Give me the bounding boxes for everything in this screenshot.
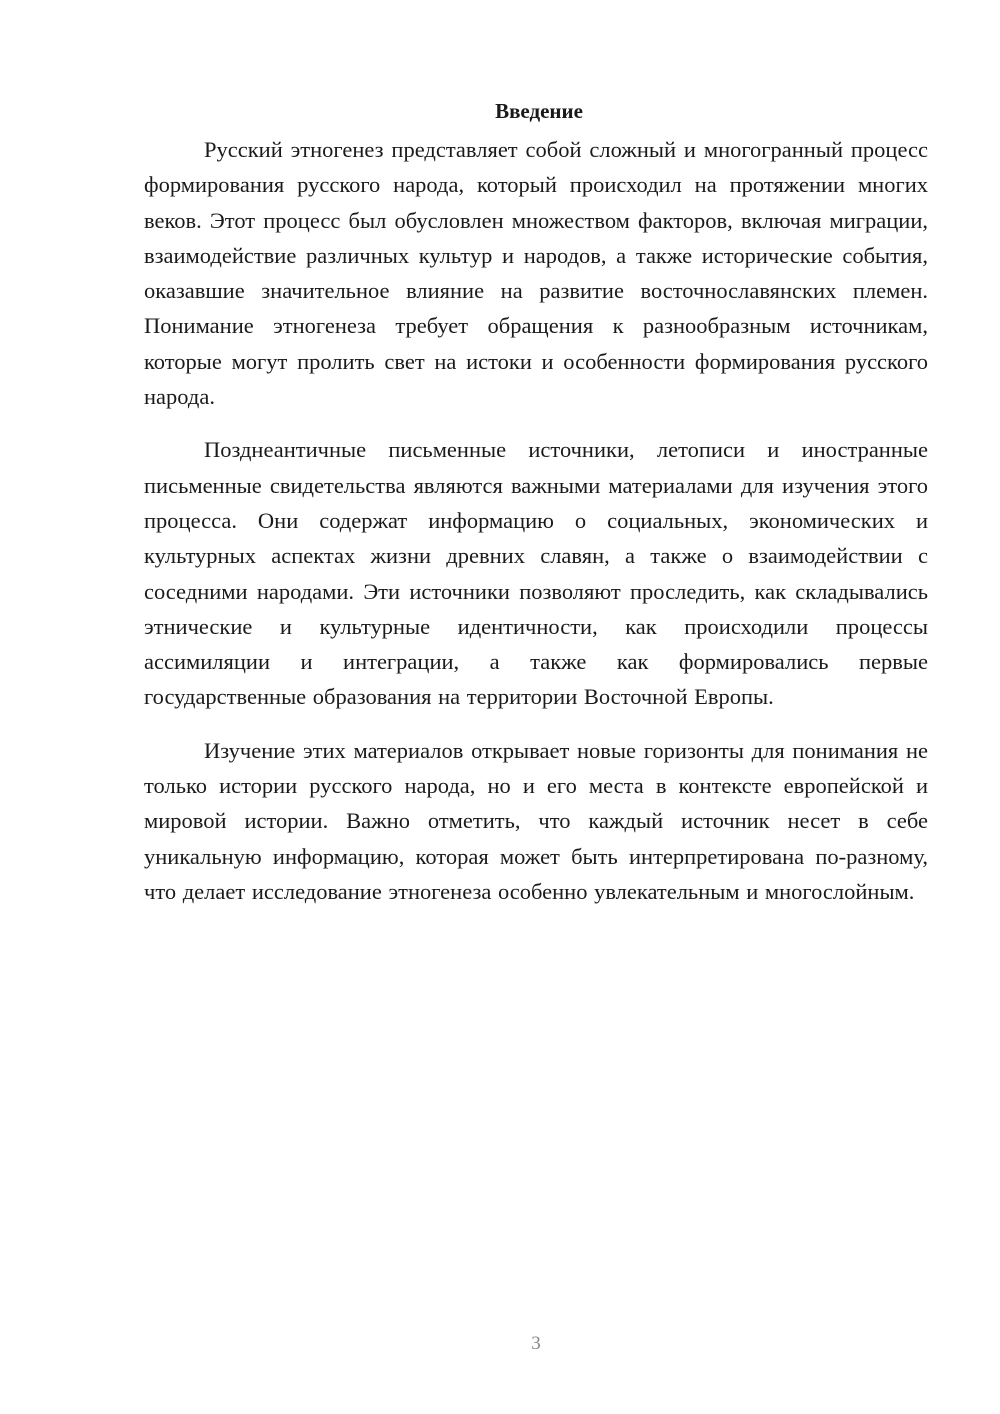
section-title: Введение	[495, 99, 583, 123]
page-number: 3	[531, 1333, 541, 1354]
page-content	[144, 96, 928, 927]
paragraph-3: Изучение этих материалов открывает новые горизонты для понимания не только истории русского народа, но и его места в контексте европейской и мировой истории. Важно отметить, что каждый источник несет в себе уникальную информацию, которая может быть интерпретирована по-разному, что делает исследование этногенеза особенно увлекательным и многослойным.	[144, 737, 928, 904]
paragraph-1: Русский этногенез представляет собой сложный и многогранный процесс формирования русского народа, который происходил на протяжении многих веков. Этот процесс был обусловлен множеством факторов, включая миграции, взаимодействие различных культур и народов, а также исторические события, оказавшие значительное влияние на развитие восточнославянских племен. Понимание этногенеза требует обращения к разнообразным источникам, которые могут пролить свет на истоки и особенности формирования русского народа.	[144, 137, 928, 410]
paragraph-2: Позднеантичные письменные источники, летописи и иностранные письменные свидетельства являются важными материалами для изучения этого процесса. Они содержат информацию о социальных, экономических и культурных аспектах жизни древних славян, а также о взаимодействии с соседними народами. Эти источники позволяют проследить, как складывались этнические и культурные идентичности, как происходили процессы ассимиляции и интеграции, а также как формировались первые государственные образования на территории Восточной Европы.	[144, 437, 928, 710]
